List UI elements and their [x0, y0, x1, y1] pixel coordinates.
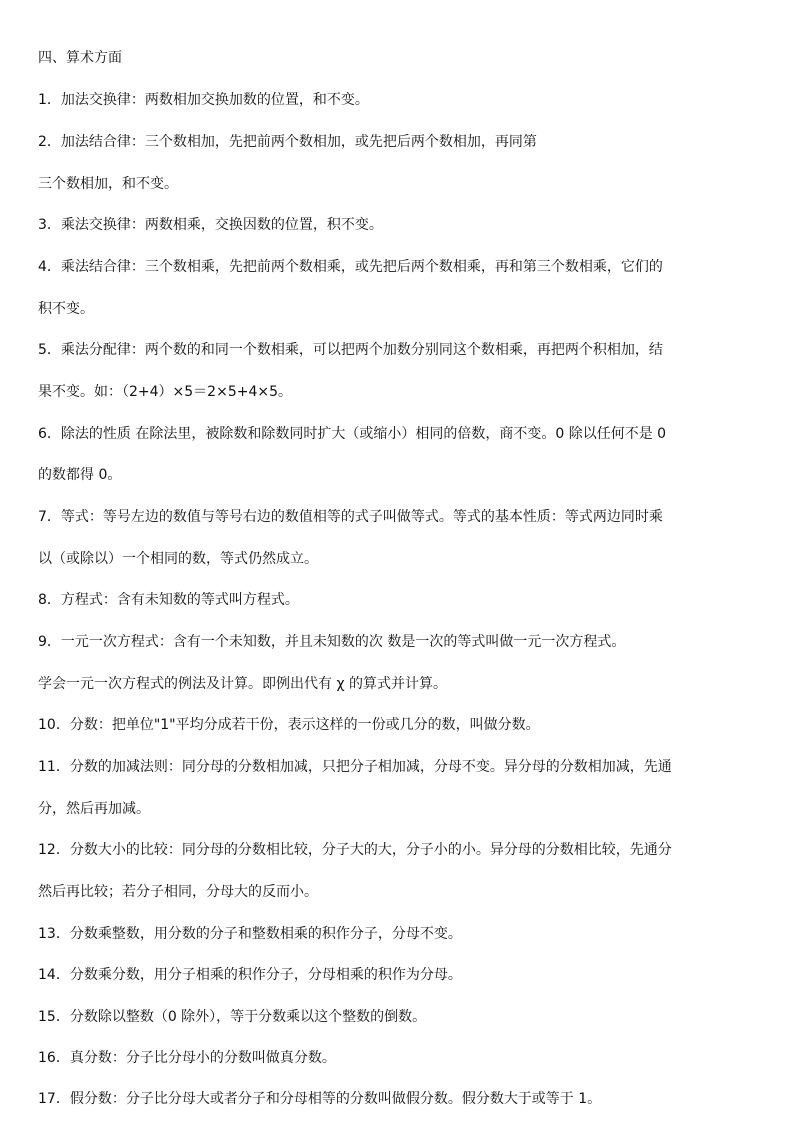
text-line: 分，然后再加减。: [38, 801, 150, 817]
text-line: 12．分数大小的比较：同分母的分数相比较，分子大的大，分子小的小。异分母的分数相比较，先通分: [38, 842, 672, 858]
text-line: 以（或除以）一个相同的数，等式仍然成立。: [38, 551, 318, 567]
text-line: 学会一元一次方程式的例法及计算。即例出代有 χ 的算式并计算。: [38, 676, 447, 692]
text-line: 三个数相加，和不变。: [38, 176, 178, 192]
text-line: 1．加法交换律：两数相加交换加数的位置，和不变。: [38, 92, 369, 108]
text-line: 14．分数乘分数，用分子相乘的积作分子，分母相乘的积作为分母。: [38, 967, 462, 983]
text-line: 果不变。如：（2+4）×5＝2×5+4×5。: [38, 384, 293, 400]
text-line: 9．一元一次方程式：含有一个未知数，并且未知数的次 数是一次的等式叫做一元一次方程式。: [38, 634, 626, 650]
text-line: 2．加法结合律：三个数相加，先把前两个数相加，或先把后两个数相加，再同第: [38, 134, 537, 150]
text-line: 13．分数乘整数，用分数的分子和整数相乘的积作分子，分母不变。: [38, 926, 462, 942]
text-line: 3．乘法交换律：两数相乘，交换因数的位置，积不变。: [38, 217, 383, 233]
text-line: 5．乘法分配律：两个数的和同一个数相乘，可以把两个加数分别同这个数相乘，再把两个积相加，结: [38, 342, 663, 358]
text-line: 7．等式：等号左边的数值与等号右边的数值相等的式子叫做等式。等式的基本性质：等式两边同时乘: [38, 509, 663, 525]
text-line: 6．除法的性质 在除法里，被除数和除数同时扩大（或缩小）相同的倍数，商不变。0 除以任何不是 0: [38, 426, 667, 442]
text-line: 然后再比较；若分子相同，分母大的反而小。: [38, 884, 318, 900]
text-line: 8．方程式：含有未知数的等式叫方程式。: [38, 592, 299, 608]
text-line: 16．真分数：分子比分母小的分数叫做真分数。: [38, 1050, 336, 1066]
text-line: 15．分数除以整数（0 除外），等于分数乘以这个整数的倒数。: [38, 1009, 427, 1025]
section-heading: 四、算术方面: [38, 50, 122, 66]
text-line: 11．分数的加减法则：同分母的分数相加减，只把分子相加减，分母不变。异分母的分数相加减，先通: [38, 759, 672, 775]
text-line: 4．乘法结合律：三个数相乘，先把前两个数相乘，或先把后两个数相乘，再和第三个数相乘，它们的: [38, 259, 663, 275]
text-line: 的数都得 0。: [38, 467, 122, 483]
text-line: 10．分数：把单位"1"平均分成若干份，表示这样的一份或几分的数，叫做分数。: [38, 717, 540, 733]
text-line: 17．假分数：分子比分母大或者分子和分母相等的分数叫做假分数。假分数大于或等于 1。: [38, 1091, 602, 1107]
text-line: 积不变。: [38, 301, 94, 317]
